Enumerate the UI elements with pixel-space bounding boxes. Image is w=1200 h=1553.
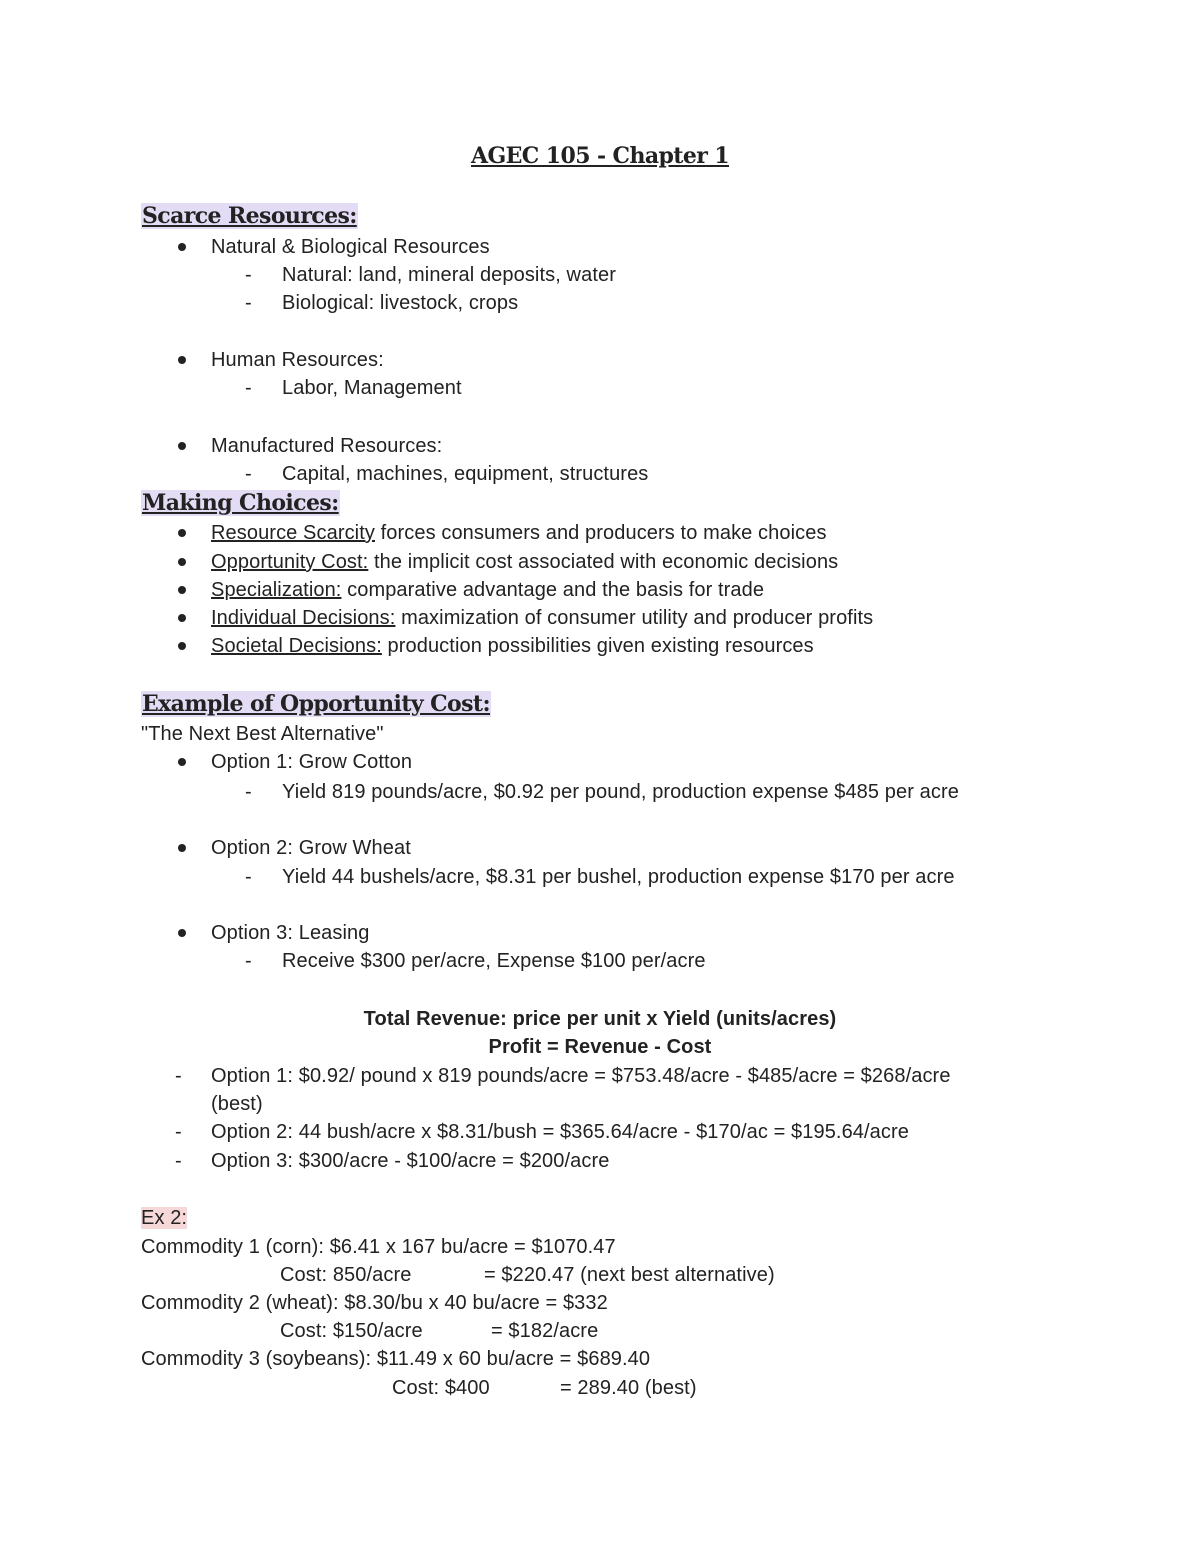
list-item: Natural & Biological Resources: [211, 236, 490, 258]
calc-line: Option 2: 44 bush/acre x $8.31/bush = $365.64/acre - $170/ac = $195.64/acre: [211, 1121, 909, 1143]
bullet-icon: [178, 243, 186, 251]
dash-icon: -: [175, 1121, 182, 1143]
ex2-result: = $220.47 (next best alternative): [484, 1264, 775, 1286]
formula-revenue: Total Revenue: price per unit x Yield (units/acres): [363, 1008, 837, 1030]
sub-item: Yield 819 pounds/acre, $0.92 per pound, production expense $485 per acre: [282, 781, 959, 803]
bullet-icon: [178, 614, 186, 622]
bullet-icon: [178, 442, 186, 450]
page-title: AGEC 105 - Chapter 1: [470, 143, 730, 169]
list-item: Human Resources:: [211, 349, 384, 371]
dash-icon: -: [245, 781, 252, 803]
ex2-line: Commodity 1 (corn): $6.41 x 167 bu/acre = $1070.47: [141, 1236, 616, 1258]
list-item: Manufactured Resources:: [211, 435, 443, 457]
list-item: Option 2: Grow Wheat: [211, 837, 411, 859]
list-item: Individual Decisions: maximization of consumer utility and producer profits: [211, 607, 874, 629]
bullet-icon: [178, 929, 186, 937]
ex2-heading: Ex 2:: [141, 1207, 188, 1229]
bullet-icon: [178, 586, 186, 594]
ex2-line: Commodity 3 (soybeans): $11.49 x 60 bu/acre = $689.40: [141, 1348, 651, 1370]
bullet-icon: [178, 642, 186, 650]
bullet-icon: [178, 758, 186, 766]
dash-icon: -: [245, 463, 252, 485]
bullet-icon: [178, 844, 186, 852]
ex2-line: Commodity 2 (wheat): $8.30/bu x 40 bu/acre = $332: [141, 1292, 608, 1314]
ex2-cost: Cost: $150/acre: [280, 1320, 423, 1342]
calc-line: (best): [211, 1093, 263, 1115]
sub-item: Labor, Management: [282, 377, 462, 399]
dash-icon: -: [245, 950, 252, 972]
ex2-cost: Cost: $400: [392, 1377, 490, 1399]
dash-icon: -: [245, 292, 252, 314]
calc-line: Option 1: $0.92/ pound x 819 pounds/acre = $753.48/acre - $485/acre = $268/acre: [211, 1065, 951, 1087]
list-item: Specialization: comparative advantage and the basis for trade: [211, 579, 765, 601]
dash-icon: -: [175, 1065, 182, 1087]
sub-item: Natural: land, mineral deposits, water: [282, 264, 616, 286]
dash-icon: -: [245, 866, 252, 888]
ex2-result: = 289.40 (best): [560, 1377, 697, 1399]
list-item: Opportunity Cost: the implicit cost associated with economic decisions: [211, 551, 839, 573]
ex2-result: = $182/acre: [491, 1320, 599, 1342]
bullet-icon: [178, 529, 186, 537]
ex2-cost: Cost: 850/acre: [280, 1264, 412, 1286]
section-heading-example: Example of Opportunity Cost:: [142, 691, 490, 717]
list-item: Societal Decisions: production possibilities given existing resources: [211, 635, 814, 657]
section-heading-choices: Making Choices:: [142, 490, 339, 516]
dash-icon: -: [245, 264, 252, 286]
list-item: Option 3: Leasing: [211, 922, 370, 944]
sub-item: Capital, machines, equipment, structures: [282, 463, 649, 485]
bullet-icon: [178, 558, 186, 566]
section-heading-scarce: Scarce Resources:: [142, 203, 357, 229]
dash-icon: -: [175, 1150, 182, 1172]
bullet-icon: [178, 356, 186, 364]
formula-profit: Profit = Revenue - Cost: [488, 1036, 712, 1058]
list-item: Resource Scarcity forces consumers and producers to make choices: [211, 522, 827, 544]
sub-item: Yield 44 bushels/acre, $8.31 per bushel, production expense $170 per acre: [282, 866, 955, 888]
list-item: Option 1: Grow Cotton: [211, 751, 413, 773]
dash-icon: -: [245, 377, 252, 399]
calc-line: Option 3: $300/acre - $100/acre = $200/acre: [211, 1150, 610, 1172]
sub-item: Receive $300 per/acre, Expense $100 per/acre: [282, 950, 706, 972]
sub-item: Biological: livestock, crops: [282, 292, 519, 314]
example-quote: "The Next Best Alternative": [141, 723, 384, 745]
